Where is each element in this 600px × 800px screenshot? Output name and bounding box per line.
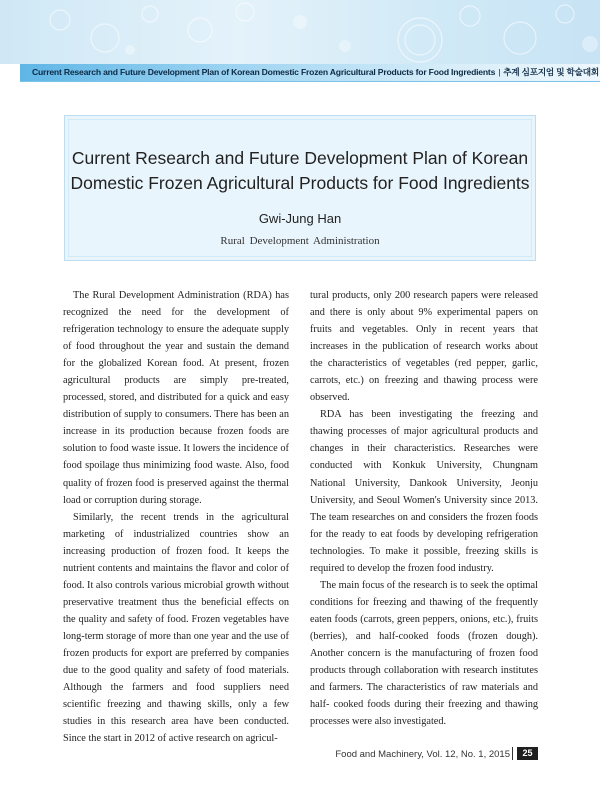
body-paragraph: tural products, only 200 research papers were released and there is only about 9% experimental papers on fruits and vegetables. Only in recent years that increases in the publication of research works about the characteristics of vegetables (red pepper, garlic, carrots, etc.) on freezing and thawing process were observed. xyxy=(310,290,538,404)
decorative-banner xyxy=(0,0,600,64)
running-header xyxy=(32,64,599,81)
running-header-separator: | xyxy=(498,67,501,77)
article-title-line-2: Domestic Frozen Agricultural Products for Food Ingredients xyxy=(70,173,530,193)
page-number: 25 xyxy=(517,747,538,760)
journal-citation: Food and Machinery, Vol. 12, No. 1, 2015 xyxy=(335,749,510,760)
header-divider xyxy=(20,81,600,82)
author-name: Gwi-Jung Han xyxy=(258,211,342,226)
running-header-korean: 추계 심포지엄 및 학술대회 xyxy=(503,67,599,77)
body-paragraph: The Rural Development Administration (RDA) has recognized the need for the development of refrigeration technology to ensure the adequate supply of food throughout the year and sustain the demand for the globalized Korean food. At present, frozen agricultural products are simply pre-treated, processed, stored, and distributed for a quick and easy distribution of supply to consumers. There has been an increase in its production because frozen foods are solution to food waste issue. It lowers the incidence of food spoilage thus minimizing food waste. Also, food quality of frozen food is preserved against the thermal load or corruption during storage. xyxy=(63,290,289,506)
body-column-left xyxy=(63,287,289,747)
article-title-line-1: Current Research and Future Development Plan of Korean xyxy=(71,148,529,168)
title-box xyxy=(64,115,536,261)
body-paragraph: RDA has been investigating the freezing and thawing processes of major agricultural products and changes in their characteristics. Researches were conducted with Konkuk University, Chungnam National University, Dankook University, Jeonju University, and Seoul Women's University since 2013. The team researches on and considers the frozen foods for the ready to eat foods by developing refrigeration technologies. To make it possible, freezing skills is required to develop the frozen food industry. xyxy=(310,409,538,574)
circle-pattern-graphic xyxy=(0,0,600,64)
article-title xyxy=(65,146,535,196)
body-column-right xyxy=(310,287,538,730)
running-header-english: Current Research and Future Development Plan of Korean Domestic Frozen Agricultural Products for Food Ingredients xyxy=(32,67,496,77)
body-paragraph: The main focus of the research is to seek the optimal conditions for freezing and thawing of the frequently eaten foods (carrots, green peppers, onions, etc.), fruits (berries), and half-cooked foods (frozen dough). Another concern is the manufacturing of frozen food products through collaboration with research institutes and farmers. The characteristics of raw materials and half- cooked foods during their freezing and thawing processes were also investigated. xyxy=(310,579,538,728)
author-affiliation: Rural Development Administration xyxy=(220,235,380,247)
footer-divider xyxy=(512,747,513,760)
body-paragraph: Similarly, the recent trends in the agricultural marketing of industrialized countries show an increasing production of frozen food. It keeps the nutrient contents and maintains the flavor and color of food. It also controls various microbial growth without preservative treatment thus the beneficial effects on the quality and safety of food. Frozen vegetables have long-term storage of more than one year and the use of frozen products for export are preferred by companies due to the good quality and safety of food materials. Although the farmers and food suppliers need scientific freezing and thawing skills, only a few studies in this research area have been conducted. Since the start in 2012 of active research on agricul- xyxy=(63,511,289,745)
